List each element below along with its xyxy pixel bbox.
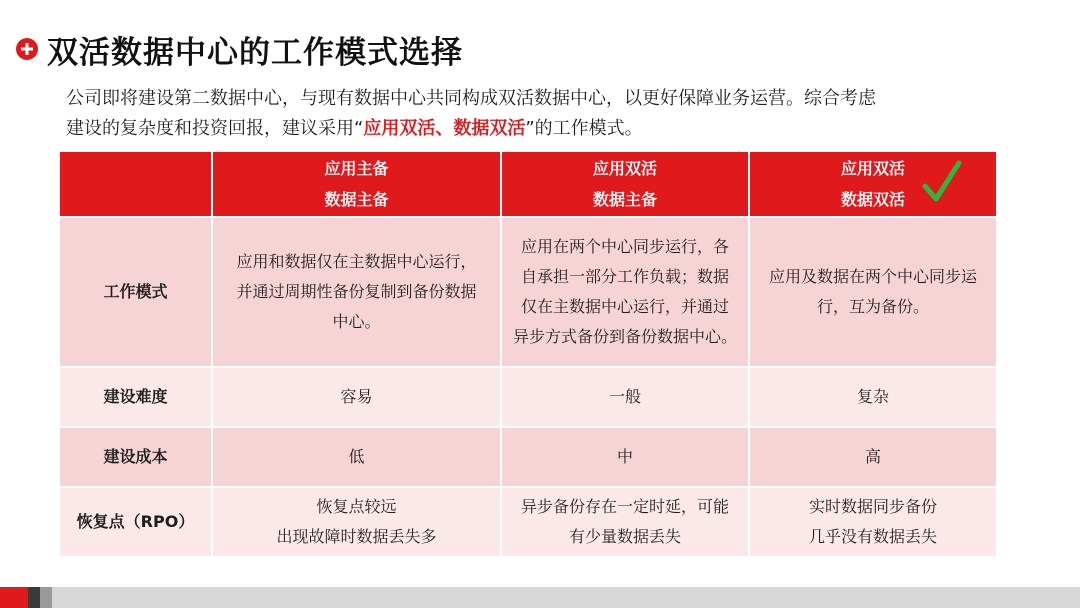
- intro-line-1: 公司即将建设第二数据中心，与现有数据中心共同构成双活数据中心，以更好保障业务运营。综合考虑: [66, 88, 876, 109]
- table-cell: 高: [749, 427, 997, 487]
- footer-accent-gray: [40, 587, 52, 608]
- row-label: 恢复点（RPO）: [59, 487, 212, 557]
- header-col-active-standby: [501, 151, 749, 217]
- table-cell: 低: [212, 427, 501, 487]
- cell-line: 异步方式备份到备份数据中心。: [512, 327, 737, 346]
- header-line: 数据主备: [592, 190, 657, 209]
- table-row-work-mode: [59, 217, 997, 367]
- page-title: 双活数据中心的工作模式选择: [47, 34, 463, 71]
- cell-line: 应用和数据仅在主数据中心运行，: [236, 252, 477, 271]
- plus-circle-icon: [16, 38, 38, 60]
- intro-line-2: [66, 114, 1006, 144]
- table-header-row: [59, 151, 997, 217]
- title-row: [16, 26, 463, 72]
- table-cell: [501, 487, 749, 557]
- table-cell: 中: [501, 427, 749, 487]
- comparison-table: [58, 150, 998, 558]
- table-cell: [501, 217, 749, 367]
- table-cell: [212, 217, 501, 367]
- cell-line: 并通过周期性备份复制到备份数据: [236, 282, 477, 301]
- header-line: 数据双活: [840, 190, 905, 209]
- header-line: 应用双活: [840, 159, 905, 178]
- cell-line: 恢复点较远: [316, 497, 397, 516]
- cell-line: 自承担一部分工作负载；数据: [520, 267, 729, 286]
- table-cell: 一般: [501, 367, 749, 427]
- checkmark-icon: [922, 160, 962, 204]
- cell-line: 应用在两个中心同步运行，各: [520, 237, 729, 256]
- table-cell: [749, 487, 997, 557]
- cell-line: 仅在主数据中心运行，并通过: [520, 297, 729, 316]
- cell-line: 出现故障时数据丢失多: [276, 527, 437, 546]
- table-cell: [749, 217, 997, 367]
- row-label: 建设难度: [59, 367, 212, 427]
- intro-line-2-after: ”的工作模式。: [525, 118, 643, 139]
- cell-line: 有少量数据丢失: [568, 527, 681, 546]
- cell-line: 几乎没有数据丢失: [808, 527, 937, 546]
- table-cell: [212, 487, 501, 557]
- cell-line: 应用及数据在两个中心同步运: [768, 267, 977, 286]
- intro-line-2-before: 建设的复杂度和投资回报，建议采用“: [66, 118, 364, 139]
- row-label: 建设成本: [59, 427, 212, 487]
- header-corner-cell: [59, 151, 212, 217]
- intro-paragraph: [66, 84, 1006, 144]
- table-cell: 复杂: [749, 367, 997, 427]
- table-row-rpo: [59, 487, 997, 557]
- footer-accent-red: [0, 587, 28, 608]
- cell-line: 行，互为备份。: [816, 297, 929, 316]
- intro-highlight: 应用双活、数据双活: [363, 118, 526, 139]
- footer-accent-dark: [28, 587, 40, 608]
- header-line: 数据主备: [324, 190, 389, 209]
- cell-line: 异步备份存在一定时延，可能: [520, 497, 729, 516]
- header-line: 应用主备: [324, 159, 389, 178]
- table-row-difficulty: [59, 367, 997, 427]
- footer-bar: [0, 587, 1080, 608]
- header-col-standby-standby: [212, 151, 501, 217]
- header-col-active-active: [749, 151, 997, 217]
- table-cell: 容易: [212, 367, 501, 427]
- cell-line: 中心。: [332, 312, 381, 331]
- cell-line: 实时数据同步备份: [808, 497, 937, 516]
- header-line: 应用双活: [592, 159, 657, 178]
- table-row-cost: [59, 427, 997, 487]
- row-label: 工作模式: [59, 217, 212, 367]
